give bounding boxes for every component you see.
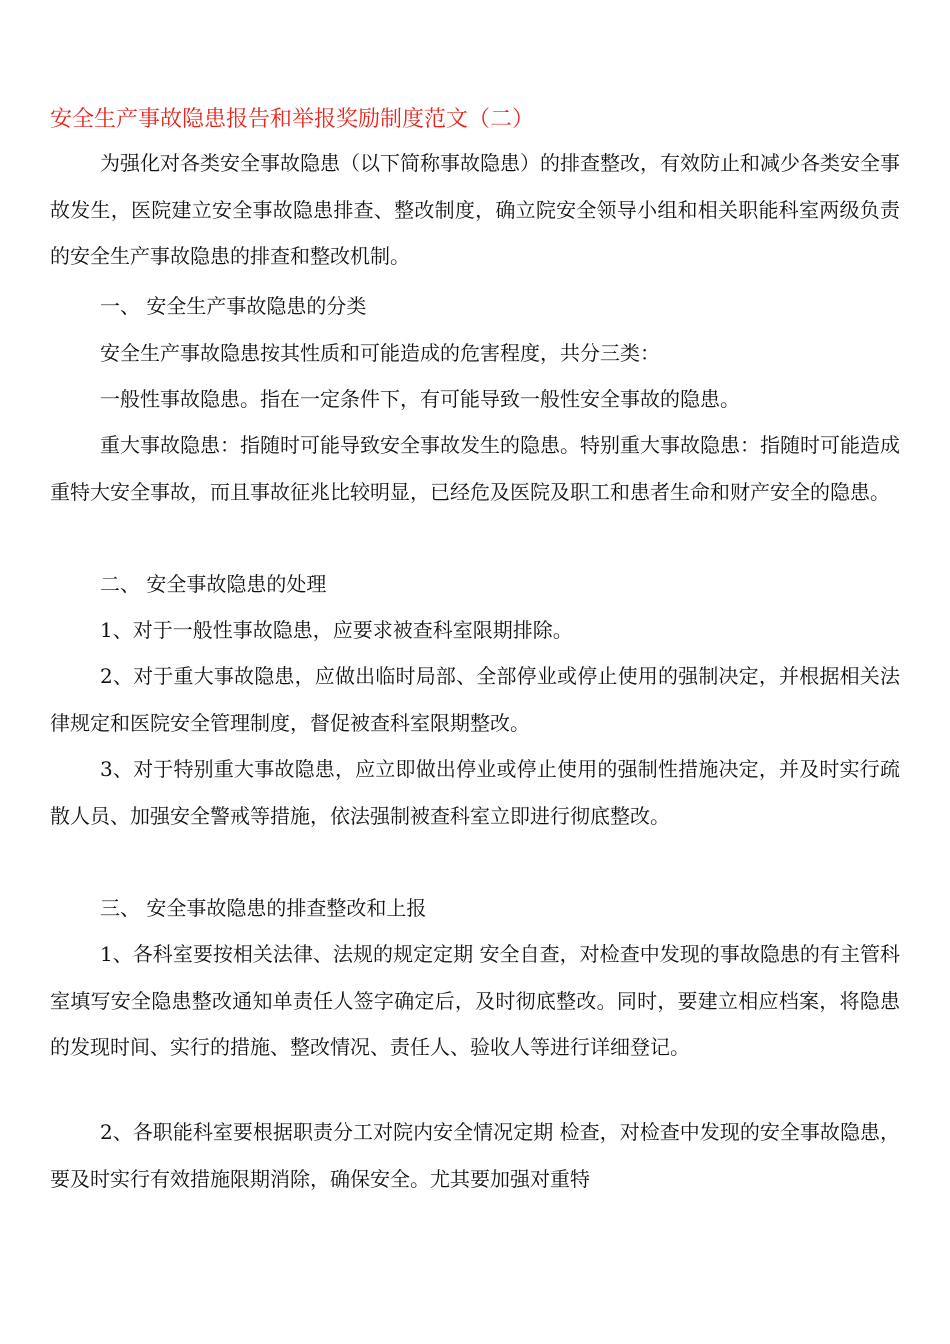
paragraph-general-hazard: 一般性事故隐患。指在一定条件下，有可能导致一般性安全事故的隐患。 xyxy=(100,387,740,411)
paragraph-major-hazard: 重大事故隐患：指随时可能导致安全事故发生的隐患。特别重大事故隐患：指随时可能造成重特大安全事故，而且事故征兆比较明显，已经危及医院及职工和患者生命和财产安全的隐患。 xyxy=(50,433,900,504)
paragraph-inspection-1: 1、各科室要按相关法律、法规的规定定期 安全自查，对检查中发现的事故隐患的有主管科室填写安全隐患整改通知单责任人签字确定后，及时彻底整改。同时，要建立相应档案，将隐患的发现时间、实行的措施、整改情况、责任人、验收人等进行详细登记。 xyxy=(50,942,900,1059)
paragraph-handling-2: 2、对于重大事故隐患，应做出临时局部、全部停业或停止使用的强制决定，并根据相关法律规定和医院安全管理制度，督促被查科室限期整改。 xyxy=(50,664,900,735)
section-heading-1: 一、 安全生产事故隐患的分类 xyxy=(100,294,367,318)
section-heading-2: 二、 安全事故隐患的处理 xyxy=(100,572,327,596)
paragraph-handling-3: 3、对于特别重大事故隐患，应立即做出停业或停止使用的强制性措施决定，并及时实行疏散人员、加强安全警戒等措施，依法强制被查科室立即进行彻底整改。 xyxy=(50,757,900,828)
paragraph-classification-intro: 安全生产事故隐患按其性质和可能造成的危害程度，共分三类： xyxy=(100,341,660,365)
section-heading-3: 三、 安全事故隐患的排查整改和上报 xyxy=(100,896,427,920)
document-title: 安全生产事故隐患报告和举报奖励制度范文（二） xyxy=(50,107,535,132)
paragraph-handling-1: 1、对于一般性事故隐患，应要求被查科室限期排除。 xyxy=(100,618,573,642)
paragraph-inspection-2: 2、各职能科室要根据职责分工对院内安全情况定期 检查，对检查中发现的安全事故隐患，要及时实行有效措施限期消除，确保安全。尤其要加强对重特 xyxy=(50,1120,900,1191)
intro-paragraph: 为强化对各类安全事故隐患（以下简称事故隐患）的排查整改，有效防止和减少各类安全事故发生，医院建立安全事故隐患排查、整改制度，确立院安全领导小组和相关职能科室两级负责的安全生产事故隐患的排查和整改机制。 xyxy=(50,151,900,268)
